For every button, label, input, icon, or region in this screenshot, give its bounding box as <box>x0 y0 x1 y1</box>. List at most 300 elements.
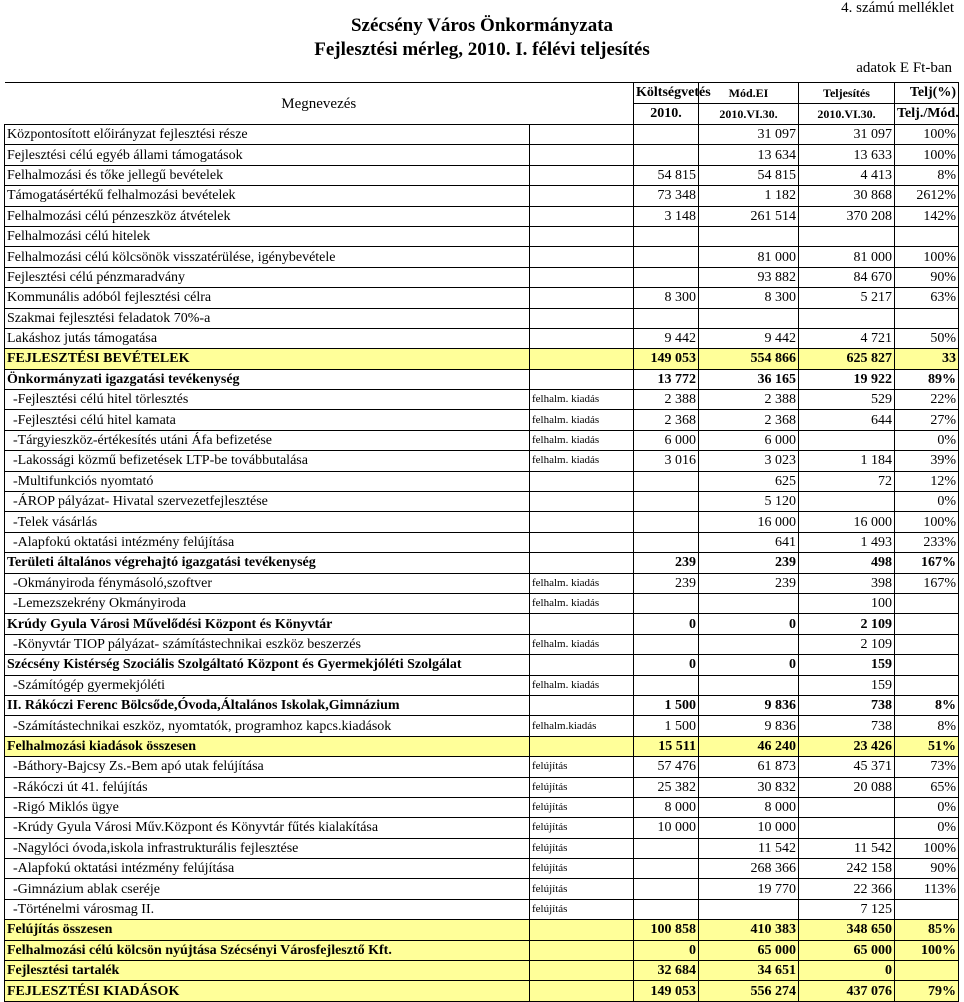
row-budget: 8 000 <box>634 797 699 817</box>
row-category: felhalm. kiadás <box>530 634 634 654</box>
row-modified: 65 000 <box>699 940 799 960</box>
row-ratio: 100% <box>895 512 959 532</box>
row-name: -Báthory-Bajcsy Zs.-Bem apó utak felújítása <box>5 757 530 777</box>
table-row <box>5 328 959 348</box>
row-budget: 32 684 <box>634 961 699 981</box>
row-performance: 22 366 <box>799 879 895 899</box>
row-modified: 46 240 <box>699 736 799 756</box>
row-ratio: 100% <box>895 940 959 960</box>
row-ratio: 8% <box>895 165 959 185</box>
row-ratio: 50% <box>895 328 959 348</box>
row-ratio: 100% <box>895 145 959 165</box>
row-name: -Számítógép gyermekjóléti <box>5 675 530 695</box>
table-row <box>5 940 959 960</box>
row-budget: 8 300 <box>634 288 699 308</box>
row-category: felhalm.kiadás <box>530 716 634 736</box>
column-header-name: Megnevezés <box>5 83 634 125</box>
row-performance: 2 109 <box>799 614 895 634</box>
row-modified: 16 000 <box>699 512 799 532</box>
row-modified: 81 000 <box>699 247 799 267</box>
row-ratio: 0% <box>895 797 959 817</box>
row-ratio: 2612% <box>895 186 959 206</box>
row-modified: 9 836 <box>699 695 799 715</box>
table-row <box>5 206 959 226</box>
row-ratio <box>895 308 959 328</box>
row-category: felújítás <box>530 797 634 817</box>
table-row <box>5 757 959 777</box>
row-name: -Történelmi városmag II. <box>5 899 530 919</box>
row-budget: 149 053 <box>634 349 699 369</box>
row-budget <box>634 226 699 246</box>
row-ratio: 90% <box>895 267 959 287</box>
table-row <box>5 981 959 1001</box>
row-category <box>530 736 634 756</box>
table-row <box>5 145 959 165</box>
row-modified: 8 300 <box>699 288 799 308</box>
row-modified <box>699 308 799 328</box>
row-budget: 0 <box>634 614 699 634</box>
row-name: Szakmai fejlesztési feladatok 70%-a <box>5 308 530 328</box>
table-row <box>5 553 959 573</box>
row-budget: 54 815 <box>634 165 699 185</box>
row-performance: 13 633 <box>799 145 895 165</box>
row-performance: 19 922 <box>799 369 895 389</box>
table-row <box>5 899 959 919</box>
row-name: -Krúdy Gyula Városi Műv.Központ és Könyvtár fűtés kialakítása <box>5 818 530 838</box>
row-modified: 2 368 <box>699 410 799 430</box>
row-performance: 437 076 <box>799 981 895 1001</box>
table-row <box>5 736 959 756</box>
row-category <box>530 920 634 940</box>
row-ratio: 27% <box>895 410 959 430</box>
row-budget: 9 442 <box>634 328 699 348</box>
table-row <box>5 859 959 879</box>
row-name: -Lakossági közmű befizetések LTP-be továbbutalása <box>5 451 530 471</box>
row-category: felújítás <box>530 777 634 797</box>
row-budget: 3 016 <box>634 451 699 471</box>
row-category: felújítás <box>530 818 634 838</box>
row-name: Fejlesztési célú pénzmaradvány <box>5 267 530 287</box>
row-budget: 73 348 <box>634 186 699 206</box>
row-performance: 738 <box>799 716 895 736</box>
row-modified: 1 182 <box>699 186 799 206</box>
row-name: Felhalmozási célú kölcsön nyújtása Szécsényi Városfejlesztő Kft. <box>5 940 530 960</box>
row-performance: 398 <box>799 573 895 593</box>
row-budget: 239 <box>634 553 699 573</box>
row-modified: 19 770 <box>699 879 799 899</box>
row-category <box>530 165 634 185</box>
row-ratio: 39% <box>895 451 959 471</box>
row-category: felújítás <box>530 879 634 899</box>
row-category: felhalm. kiadás <box>530 410 634 430</box>
table-row <box>5 634 959 654</box>
row-modified: 239 <box>699 553 799 573</box>
row-category: felhalm. kiadás <box>530 593 634 613</box>
row-name: Lakáshoz jutás támogatása <box>5 328 530 348</box>
row-performance: 81 000 <box>799 247 895 267</box>
row-ratio: 12% <box>895 471 959 491</box>
row-modified: 8 000 <box>699 797 799 817</box>
table-row <box>5 288 959 308</box>
row-modified: 9 442 <box>699 328 799 348</box>
row-performance: 16 000 <box>799 512 895 532</box>
row-performance: 11 542 <box>799 838 895 858</box>
row-performance: 4 413 <box>799 165 895 185</box>
row-budget: 13 772 <box>634 369 699 389</box>
title-line-2: Fejlesztési mérleg, 2010. I. félévi teljesítés <box>314 39 650 60</box>
row-name: Felhalmozási célú hitelek <box>5 226 530 246</box>
row-name: Önkormányzati igazgatási tevékenység <box>5 369 530 389</box>
row-performance: 2 109 <box>799 634 895 654</box>
row-modified: 239 <box>699 573 799 593</box>
row-name: Kommunális adóból fejlesztési célra <box>5 288 530 308</box>
row-modified: 641 <box>699 532 799 552</box>
row-name: Krúdy Gyula Városi Művelődési Központ és Könyvtár <box>5 614 530 634</box>
row-modified <box>699 593 799 613</box>
row-category: felújítás <box>530 757 634 777</box>
row-performance <box>799 308 895 328</box>
row-performance: 644 <box>799 410 895 430</box>
row-category: felhalm. kiadás <box>530 430 634 450</box>
table-row <box>5 349 959 369</box>
column-header-modified-date: 2010.VI.30. <box>699 104 799 125</box>
row-name: Központosított előirányzat fejlesztési része <box>5 125 530 145</box>
column-header-ratio-basis: Telj./Mód. <box>895 104 959 125</box>
row-performance: 1 184 <box>799 451 895 471</box>
table-row <box>5 267 959 287</box>
row-ratio <box>895 593 959 613</box>
row-modified <box>699 675 799 695</box>
row-name: II. Rákóczi Ferenc Bölcsőde,Óvoda,Általános Iskolak,Gimnázium <box>5 695 530 715</box>
table-row <box>5 226 959 246</box>
row-modified: 31 097 <box>699 125 799 145</box>
row-name: Területi általános végrehajtó igazgatási tevékenység <box>5 553 530 573</box>
row-category <box>530 553 634 573</box>
table-row <box>5 655 959 675</box>
row-performance: 23 426 <box>799 736 895 756</box>
title-line-1: Szécsény Város Önkormányzata <box>350 15 614 36</box>
row-budget <box>634 675 699 695</box>
row-category: felhalm. kiadás <box>530 451 634 471</box>
table-row <box>5 593 959 613</box>
row-budget: 2 388 <box>634 390 699 410</box>
table-row <box>5 471 959 491</box>
page-title <box>0 14 964 62</box>
row-modified: 410 383 <box>699 920 799 940</box>
row-name: -Gimnázium ablak cseréje <box>5 879 530 899</box>
table-row <box>5 451 959 471</box>
column-header-ratio: Telj(%) <box>895 83 959 104</box>
table-row <box>5 961 959 981</box>
row-ratio: 167% <box>895 553 959 573</box>
row-performance: 72 <box>799 471 895 491</box>
row-category <box>530 125 634 145</box>
row-ratio: 8% <box>895 695 959 715</box>
row-ratio: 22% <box>895 390 959 410</box>
row-category <box>530 369 634 389</box>
row-modified: 34 651 <box>699 961 799 981</box>
row-category <box>530 349 634 369</box>
row-category <box>530 981 634 1001</box>
row-ratio: 142% <box>895 206 959 226</box>
row-name: Szécsény Kistérség Szociális Szolgáltató Központ és Gyermekjóléti Szolgálat <box>5 655 530 675</box>
table-row <box>5 125 959 145</box>
row-budget <box>634 879 699 899</box>
row-name: -Fejlesztési célú hitel kamata <box>5 410 530 430</box>
row-performance: 84 670 <box>799 267 895 287</box>
table-row <box>5 716 959 736</box>
row-category: felhalm. kiadás <box>530 573 634 593</box>
row-performance: 159 <box>799 655 895 675</box>
row-performance <box>799 797 895 817</box>
row-name: -Alapfokú oktatási intézmény felújítása <box>5 859 530 879</box>
row-budget: 0 <box>634 655 699 675</box>
row-name: FEJLESZTÉSI BEVÉTELEK <box>5 349 530 369</box>
table-row <box>5 308 959 328</box>
row-performance: 370 208 <box>799 206 895 226</box>
row-budget: 1 500 <box>634 716 699 736</box>
table-row <box>5 573 959 593</box>
row-ratio: 89% <box>895 369 959 389</box>
row-ratio <box>895 655 959 675</box>
row-performance: 625 827 <box>799 349 895 369</box>
table-row <box>5 247 959 267</box>
row-category <box>530 492 634 512</box>
row-performance <box>799 818 895 838</box>
row-category <box>530 226 634 246</box>
row-name: -Alapfokú oktatási intézmény felújítása <box>5 532 530 552</box>
table-row <box>5 430 959 450</box>
row-budget <box>634 308 699 328</box>
row-ratio: 51% <box>895 736 959 756</box>
row-performance: 30 868 <box>799 186 895 206</box>
row-name: Támogatásértékű felhalmozási bevételek <box>5 186 530 206</box>
column-header-performance: Teljesítés <box>799 83 895 104</box>
column-header-modified: Mód.EI <box>699 83 799 104</box>
column-header-budget: Költségvetés <box>634 83 699 104</box>
row-name: -Számítástechnikai eszköz, nyomtatók, programhoz kapcs.kiadások <box>5 716 530 736</box>
row-budget: 239 <box>634 573 699 593</box>
row-performance: 159 <box>799 675 895 695</box>
row-budget: 3 148 <box>634 206 699 226</box>
row-budget <box>634 899 699 919</box>
row-category: felújítás <box>530 859 634 879</box>
row-modified: 6 000 <box>699 430 799 450</box>
row-budget: 15 511 <box>634 736 699 756</box>
row-category <box>530 655 634 675</box>
row-budget: 10 000 <box>634 818 699 838</box>
annex-label: 4. számú melléklet <box>841 0 954 16</box>
row-performance <box>799 492 895 512</box>
row-name: -Lemezszekrény Okmányiroda <box>5 593 530 613</box>
row-budget: 1 500 <box>634 695 699 715</box>
row-modified: 0 <box>699 655 799 675</box>
table-row <box>5 675 959 695</box>
row-ratio: 90% <box>895 859 959 879</box>
table-row <box>5 532 959 552</box>
row-modified <box>699 899 799 919</box>
row-name: -Fejlesztési célú hitel törlesztés <box>5 390 530 410</box>
row-ratio: 73% <box>895 757 959 777</box>
row-performance: 65 000 <box>799 940 895 960</box>
row-category: felhalm. kiadás <box>530 675 634 695</box>
row-budget <box>634 471 699 491</box>
column-header-performance-date: 2010.VI.30. <box>799 104 895 125</box>
row-category <box>530 308 634 328</box>
row-budget <box>634 838 699 858</box>
row-modified: 556 274 <box>699 981 799 1001</box>
row-category: felhalm. kiadás <box>530 390 634 410</box>
table-row <box>5 369 959 389</box>
table-row <box>5 797 959 817</box>
table-row <box>5 492 959 512</box>
row-ratio: 233% <box>895 532 959 552</box>
row-budget <box>634 247 699 267</box>
row-ratio <box>895 675 959 695</box>
row-name: -Rákóczi út 41. felújítás <box>5 777 530 797</box>
row-ratio: 33 <box>895 349 959 369</box>
row-budget <box>634 512 699 532</box>
row-budget <box>634 492 699 512</box>
row-name: FEJLESZTÉSI KIADÁSOK <box>5 981 530 1001</box>
row-budget <box>634 593 699 613</box>
row-modified: 554 866 <box>699 349 799 369</box>
row-performance <box>799 226 895 246</box>
unit-label: adatok E Ft-ban <box>856 60 952 76</box>
row-modified: 61 873 <box>699 757 799 777</box>
row-category <box>530 614 634 634</box>
row-performance: 348 650 <box>799 920 895 940</box>
row-modified: 10 000 <box>699 818 799 838</box>
row-name: Felhalmozási célú kölcsönök visszatérülése, igénybevétele <box>5 247 530 267</box>
table-row <box>5 614 959 634</box>
row-ratio: 100% <box>895 247 959 267</box>
row-modified: 36 165 <box>699 369 799 389</box>
row-modified: 13 634 <box>699 145 799 165</box>
column-header-budget-year: 2010. <box>634 104 699 125</box>
row-ratio <box>895 899 959 919</box>
row-budget: 25 382 <box>634 777 699 797</box>
row-ratio: 63% <box>895 288 959 308</box>
row-budget <box>634 859 699 879</box>
row-ratio: 167% <box>895 573 959 593</box>
row-category <box>530 247 634 267</box>
row-category <box>530 471 634 491</box>
table-row <box>5 879 959 899</box>
row-ratio <box>895 614 959 634</box>
row-budget <box>634 145 699 165</box>
row-performance: 0 <box>799 961 895 981</box>
row-ratio: 8% <box>895 716 959 736</box>
table-row <box>5 390 959 410</box>
table-row <box>5 165 959 185</box>
row-budget <box>634 125 699 145</box>
row-performance: 242 158 <box>799 859 895 879</box>
row-budget: 6 000 <box>634 430 699 450</box>
row-category <box>530 145 634 165</box>
row-modified: 3 023 <box>699 451 799 471</box>
row-budget <box>634 634 699 654</box>
row-name: -Nagylóci óvoda,iskola infrastrukturális fejlesztése <box>5 838 530 858</box>
row-category <box>530 512 634 532</box>
row-budget <box>634 532 699 552</box>
row-budget <box>634 267 699 287</box>
row-budget: 2 368 <box>634 410 699 430</box>
row-category <box>530 961 634 981</box>
table-row <box>5 695 959 715</box>
row-performance <box>799 430 895 450</box>
row-category <box>530 695 634 715</box>
row-name: -Rigó Miklós ügye <box>5 797 530 817</box>
row-category: felújítás <box>530 838 634 858</box>
row-name: -Multifunkciós nyomtató <box>5 471 530 491</box>
row-category <box>530 206 634 226</box>
table-row <box>5 186 959 206</box>
row-performance: 4 721 <box>799 328 895 348</box>
row-modified: 9 836 <box>699 716 799 736</box>
table-row <box>5 818 959 838</box>
row-performance: 529 <box>799 390 895 410</box>
row-name: Fejlesztési célú egyéb állami támogatások <box>5 145 530 165</box>
row-ratio: 85% <box>895 920 959 940</box>
row-budget: 100 858 <box>634 920 699 940</box>
row-category <box>530 532 634 552</box>
row-category: felújítás <box>530 899 634 919</box>
row-modified: 93 882 <box>699 267 799 287</box>
row-ratio: 65% <box>895 777 959 797</box>
row-modified: 11 542 <box>699 838 799 858</box>
row-performance: 100 <box>799 593 895 613</box>
row-modified: 625 <box>699 471 799 491</box>
row-category <box>530 186 634 206</box>
row-modified: 268 366 <box>699 859 799 879</box>
row-modified: 2 388 <box>699 390 799 410</box>
row-name: Felhalmozási célú pénzeszköz átvételek <box>5 206 530 226</box>
row-name: Felhalmozási és tőke jellegű bevételek <box>5 165 530 185</box>
row-modified <box>699 634 799 654</box>
row-modified: 54 815 <box>699 165 799 185</box>
row-performance: 1 493 <box>799 532 895 552</box>
row-performance: 7 125 <box>799 899 895 919</box>
table-row <box>5 410 959 430</box>
row-performance: 5 217 <box>799 288 895 308</box>
row-performance: 20 088 <box>799 777 895 797</box>
row-name: Felhalmozási kiadások összesen <box>5 736 530 756</box>
row-category <box>530 267 634 287</box>
row-ratio: 100% <box>895 125 959 145</box>
row-name: -Tárgyieszköz-értékesítés utáni Áfa befizetése <box>5 430 530 450</box>
row-ratio <box>895 961 959 981</box>
row-name: Felújítás összesen <box>5 920 530 940</box>
row-category <box>530 940 634 960</box>
table-row <box>5 777 959 797</box>
development-balance-table <box>4 82 959 1002</box>
row-ratio <box>895 634 959 654</box>
row-ratio: 0% <box>895 818 959 838</box>
table-row <box>5 512 959 532</box>
row-modified <box>699 226 799 246</box>
table-row <box>5 838 959 858</box>
row-ratio: 100% <box>895 838 959 858</box>
row-category <box>530 288 634 308</box>
row-modified: 261 514 <box>699 206 799 226</box>
row-name: -ÁROP pályázat- Hivatal szervezetfejlesztése <box>5 492 530 512</box>
row-modified: 5 120 <box>699 492 799 512</box>
row-modified: 0 <box>699 614 799 634</box>
row-performance: 45 371 <box>799 757 895 777</box>
row-performance: 498 <box>799 553 895 573</box>
row-name: -Okmányiroda fénymásoló,szoftver <box>5 573 530 593</box>
